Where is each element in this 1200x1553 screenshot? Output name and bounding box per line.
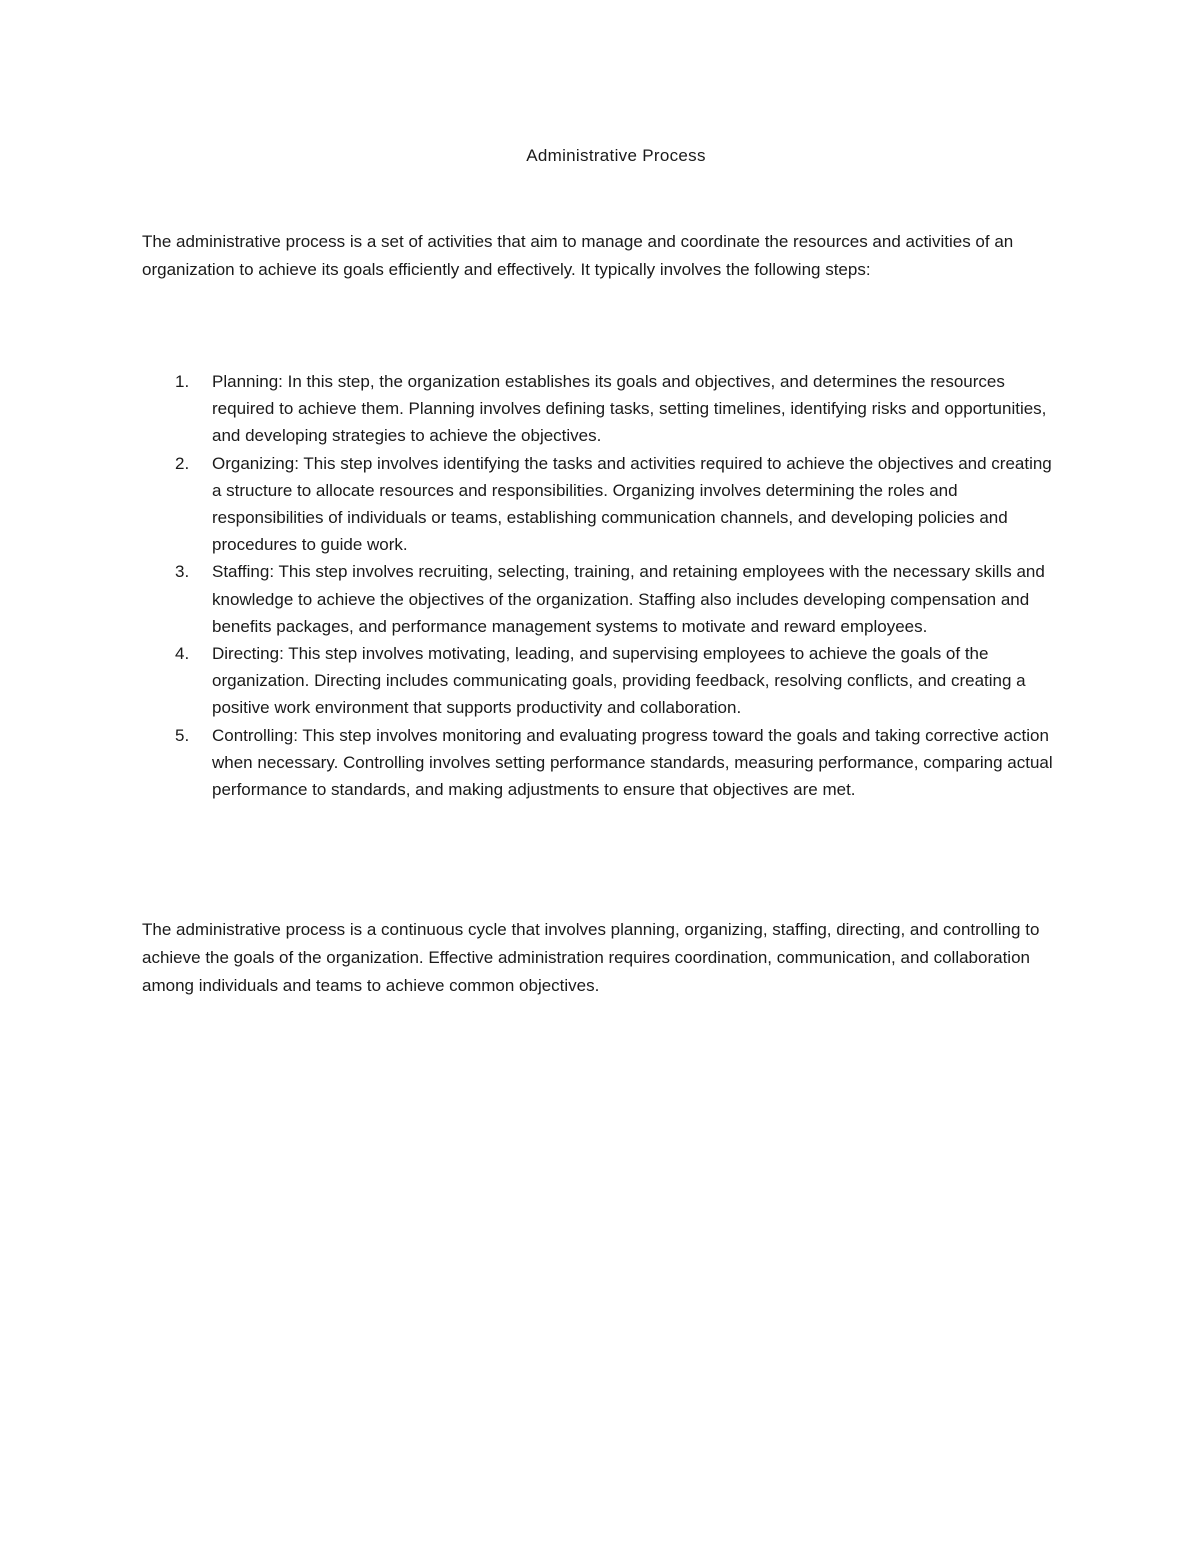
steps-list: [142, 368, 1062, 803]
list-item-number: 2.: [175, 453, 190, 473]
list-item: [142, 640, 1062, 722]
list-item-number: 3.: [175, 562, 190, 582]
list-item-number: 1.: [175, 372, 190, 391]
conclusion-paragraph: The administrative process is a continuous cycle that involves planning, organizing, staffing, directing, and controlling to achieve the goals of the organization. Effective administration requires coordination, communication, and collaboration among individuals and teams to achieve common objectives.: [142, 920, 1040, 995]
list-item: [142, 450, 1062, 559]
list-item: [142, 722, 1062, 804]
list-item-number: 5.: [175, 725, 190, 745]
document-title: Administrative Process: [526, 146, 706, 165]
list-item-text: Controlling: This step involves monitoring and evaluating progress toward the goals and taking corrective action when necessary. Controlling involves setting performance standards, measuring performance, comparing actual performance to standards, and making adjustments to ensure that objectives are met.: [212, 725, 1053, 800]
list-item-text: Organizing: This step involves identifying the tasks and activities required to achieve the objectives and creating a structure to allocate resources and responsibilities. Organizing involves determining the roles and responsibilities of individuals or teams, establishing communication channels, and developing policies and procedures to guide work.: [212, 453, 1052, 555]
list-item: [142, 558, 1062, 640]
list-item: [142, 368, 1062, 450]
intro-paragraph: The administrative process is a set of activities that aim to manage and coordinate the resources and activities of an organization to achieve its goals efficiently and effectively. It typically involves the following steps:: [142, 232, 1014, 279]
list-item-text: Planning: In this step, the organization establishes its goals and objectives, and determines the resources required to achieve them. Planning involves defining tasks, setting timelines, identifying risks and opportunities, and developing strategies to achieve the objectives.: [212, 372, 1047, 446]
list-item-text: Staffing: This step involves recruiting, selecting, training, and retaining employees with the necessary skills and knowledge to achieve the objectives of the organization. Staffing also includes developing compensation and benefits packages, and performance management systems to motivate and reward employees.: [212, 562, 1045, 636]
list-item-text: Directing: This step involves motivating, leading, and supervising employees to achieve the goals of the organization. Directing includes communicating goals, providing feedback, resolving conflicts, and creating a positive work environment that supports productivity and collaboration.: [212, 644, 1026, 718]
list-item-number: 4.: [175, 644, 190, 664]
